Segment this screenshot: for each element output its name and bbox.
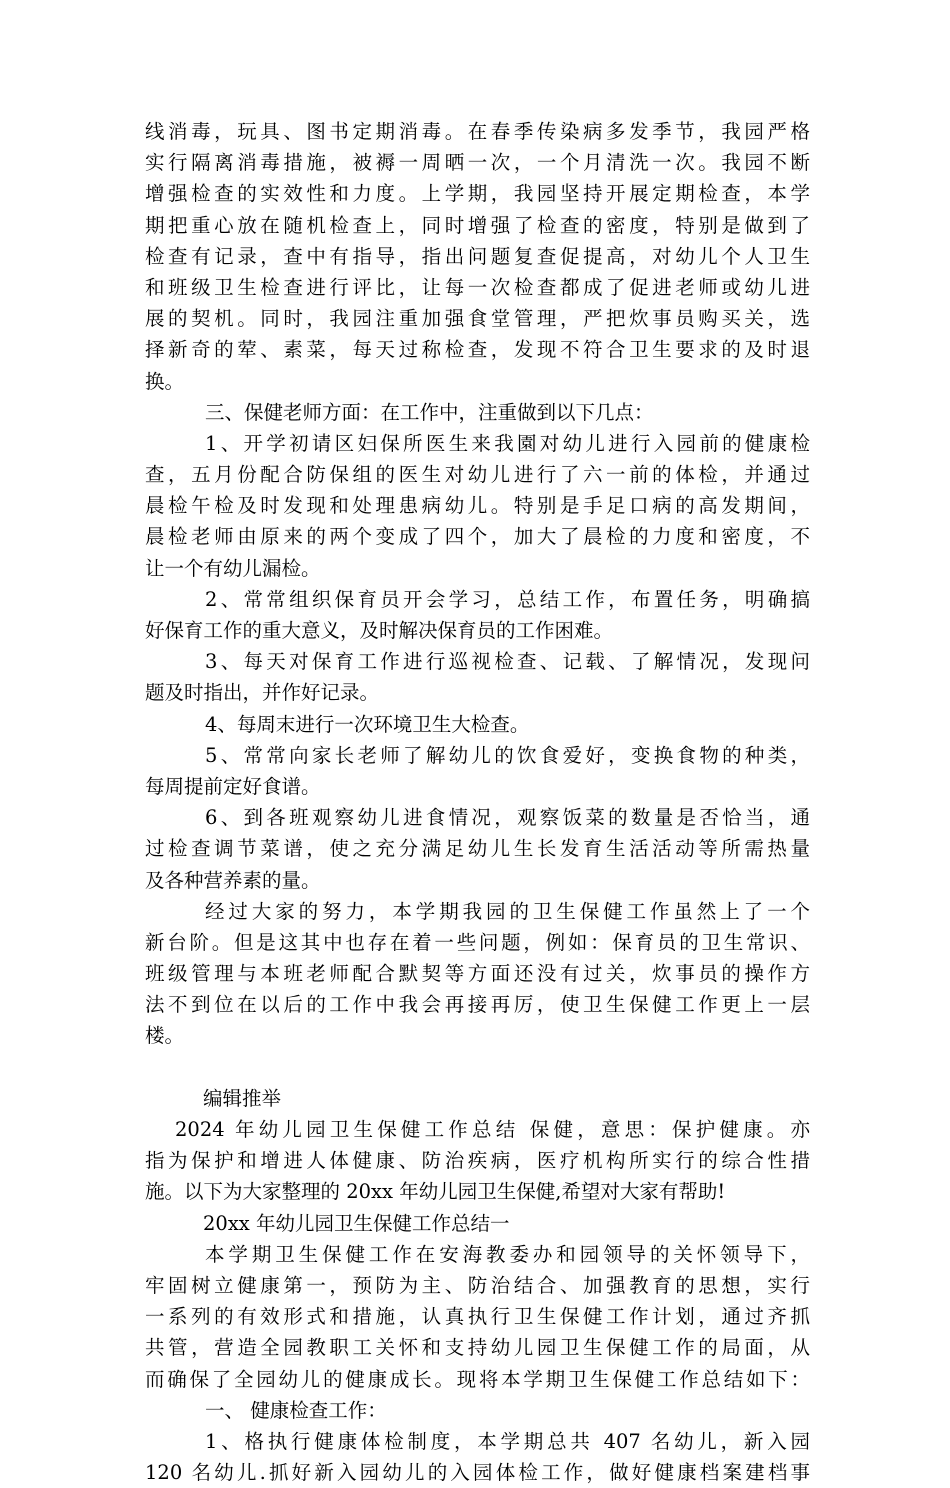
text-line: 5、常常向家长老师了解幼儿的饮食爱好，变换食物的种类，	[205, 743, 810, 767]
text-line: 6、到各班观察幼儿进食情况，观察饭菜的数量是否恰当，通	[205, 806, 810, 830]
text-line: 指为保护和增进人体健康、防治疾病，医疗机构所实行的综合性措	[145, 1149, 810, 1173]
text-line: 本学期卫生保健工作在安海教委办和园领导的关怀领导下，	[205, 1242, 810, 1266]
text-line: 换。	[145, 369, 185, 393]
text-line: 查，五月份配合防保组的医生对幼儿进行了六一前的体检，并通过	[145, 463, 810, 487]
text-line: 增强检查的实效性和力度。上学期，我园坚持开展定期检查，本学	[145, 182, 810, 206]
text-line: 题及时指出，并作好记录。	[145, 681, 380, 705]
text-line: 而确保了全园幼儿的健康成长。现将本学期卫生保健工作总结如下：	[145, 1367, 810, 1391]
text-line: 4、每周末进行一次环境卫生大检查。	[205, 712, 530, 736]
text-line: 3、每天对保育工作进行巡视检查、记载、了解情况，发现问	[205, 650, 810, 674]
text-line: 每周提前定好食谱。	[145, 774, 321, 798]
text-line: 施。以下为大家整理的 20xx 年幼儿园卫生保健,希望对大家有帮助!	[145, 1180, 726, 1204]
text-line: 及各种营养素的量。	[145, 868, 321, 892]
paragraph-gap	[145, 1052, 810, 1083]
text-line: 择新奇的荤、素菜，每天过称检查，发现不符合卫生要求的及时退	[145, 338, 810, 362]
text-line: 120 名幼儿.抓好新入园幼儿的入园体检工作，做好健康档案建档事	[145, 1461, 810, 1485]
section-title: 编辑推举	[203, 1086, 282, 1110]
text-line: 过检查调节菜谱，使之充分满足幼儿生长发育生活活动等所需热量	[145, 837, 810, 861]
text-line: 检查有记录，查中有指导，指出问题复查促提高，对幼儿个人卫生	[145, 244, 810, 268]
text-line: 经过大家的努力，本学期我园的卫生保健工作虽然上了一个	[205, 899, 810, 923]
text-line: 2、常常组织保育员开会学习，总结工作，布置任务，明确搞	[205, 587, 810, 611]
section-heading: 一、 健康检查工作：	[205, 1398, 387, 1422]
text-line: 1、格执行健康体检制度，本学期总共 407 名幼儿，新入园	[205, 1429, 810, 1453]
document-body	[145, 116, 810, 1488]
text-line: 晨检午检及时发现和处理患病幼儿。特别是手足口病的高发期间，	[145, 494, 810, 518]
text-line: 牢固树立健康第一，预防为主、防治结合、加强教育的思想，实行	[145, 1273, 810, 1297]
text-line: 楼。	[145, 1024, 185, 1048]
text-line: 好保育工作的重大意义，及时解决保育员的工作困难。	[145, 619, 614, 642]
text-line: 实行隔离消毒措施，被褥一周晒一次，一个月清洗一次。我园不断	[145, 151, 810, 175]
text-line: 晨检老师由原来的两个变成了四个，加大了晨检的力度和密度，不	[145, 525, 810, 549]
text-line: 让一个有幼儿漏检。	[145, 556, 321, 580]
text-line: 法不到位在以后的工作中我会再接再厉，使卫生保健工作更上一层	[145, 993, 810, 1017]
text-line: 期把重心放在随机检查上，同时增强了检查的密度，特别是做到了	[145, 213, 810, 237]
text-line: 班级管理与本班老师配合默契等方面还没有过关，炊事员的操作方	[145, 962, 810, 986]
text-line: 新台阶。但是这其中也存在着一些问题，例如：保育员的卫生常识、	[145, 930, 810, 954]
section-heading: 三、保健老师方面：在工作中，注重做到以下几点：	[205, 400, 654, 424]
text-line: 线消毒，玩具、图书定期消毒。在春季传染病多发季节，我园严格	[145, 120, 810, 143]
text-line: 2024 年幼儿园卫生保健工作总结 保健，意思：保护健康。亦	[175, 1118, 810, 1141]
section-subtitle: 20xx 年幼儿园卫生保健工作总结一	[203, 1211, 510, 1235]
text-line: 一系列的有效形式和措施，认真执行卫生保健工作计划，通过齐抓	[145, 1305, 810, 1329]
text-line: 展的契机。同时，我园注重加强食堂管理，严把炊事员购买关，选	[145, 307, 810, 331]
text-line: 共管，营造全园教职工关怀和支持幼儿园卫生保健工作的局面，从	[145, 1336, 810, 1360]
text-line: 1、开学初请区妇保所医生来我園对幼儿进行入园前的健康检	[205, 431, 810, 455]
text-line: 和班级卫生检查进行评比，让每一次检查都成了促进老师或幼儿进	[145, 275, 810, 299]
